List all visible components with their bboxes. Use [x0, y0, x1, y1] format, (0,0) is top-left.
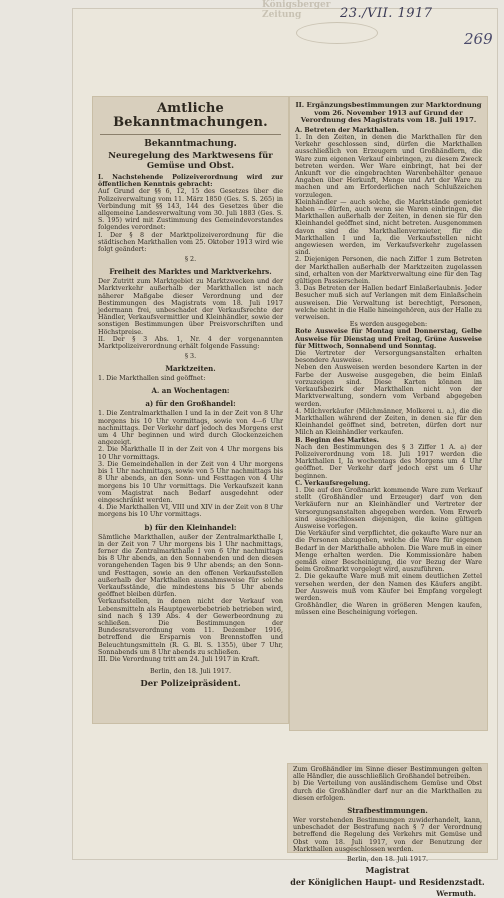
newspaper-watermark: Königsberger Zeitung — [262, 0, 331, 20]
paragraph: Die Verkäufer sind verpflichtet, die gekaufte Ware nur an die Personen abzugeben, welche die Ware für eigenen Bedarf in der Markthalle abholen. Die Ware muß in einer Menge erhalten werden. Die Kommissionäre haben gemäß einer Bescheinigung, die vor Bezug der Ware beim Großmarkt vorgelegt wird, auszuführen. — [295, 529, 482, 574]
continuation-strip — [287, 763, 488, 898]
subsection-heading: a) für den Großhandel: — [145, 399, 236, 409]
paragraph: Sämtliche Markthallen, außer der Zentralmarkthalle I, in der Zeit von 7 Uhr morgens bis 1 Uhr nachmittags, ferner die Zentralmarkthalle I von 6 Uhr nachmittags bis 8 Uhr abends, an den Sonnabenden und den diesen vorangehenden Tagen bis 9 Uhr abends; an den Sonn- und Festtagen, sowie an den offenen Verkaufsstellen außerhalb der Markthallen ausnahmsweise für solche Verkaufsstände, die mindestens bis 5 Uhr abends geöffnet bleiben dürfen. — [98, 532, 283, 599]
section-title: Amtliche Bekanntmachungen. — [113, 101, 268, 130]
intro-paragraph: I. Nachstehende Polizeiverordnung wird zur öffentlichen Kenntnis gebracht: — [98, 173, 283, 189]
right-column-clipping — [289, 96, 488, 731]
paragraph: I. Der § 8 der Marktpolizeiverordnung für die städtischen Markthallen vom 25. Oktober 1913 wird wie folgt geändert: — [98, 230, 283, 254]
subsection-heading: C. Verkaufsregelung. — [295, 478, 371, 487]
paragraph: Großhändler, die Waren in größeren Mengen kaufen, müssen eine Bescheinigung vorlegen. — [295, 601, 482, 617]
paragraph: 3. Das Betreten der Hallen bedarf Einlaßerlaubnis. Jeder Besucher muß sich auf Verlangen mit dem Einlaßschein ausweisen. Die Verwaltung ist berechtigt, Personen, welche nicht in die Halle hineingehören, aus der Halle zu verweisen. — [295, 284, 482, 322]
subsection-heading: A. an Wochentagen: — [151, 386, 230, 396]
paragraph: Neben den Ausweisen werden besondere Karten in der Farbe der Ausweise ausgegeben, die beim Einlaß vorzuzeigen sind. Diese Karten können im Verkaufsbezirk der Markthallen nicht von der Marktverwaltung, sondern vom Verband abgegeben werden. — [295, 363, 482, 408]
section-heading: Freiheit des Marktes und Marktverkehrs. — [109, 267, 272, 277]
handwritten-archive-number: 269 — [464, 30, 493, 48]
subsection-heading: b) für den Kleinhandel: — [144, 522, 237, 532]
authority: Der Polizeipräsident. — [140, 679, 241, 690]
paragraph: 2. Diejenigen Personen, die nach Ziffer 1 zum Betreten der Markthallen außerhalb der Marktzeiten zugelassen sind, erhalten von der Marktverwaltung eine für den Tag gültigen Passierschein. — [295, 255, 482, 286]
paragraph: Der Zutritt zum Marktgebiet zu Marktzwecken und der Marktverkehr außerhalb der Markthallen ist nach näherer Maßgabe dieser Verordnung und der Bestimmungen des Magistrats vom 18. Juli 1917 jedermann frei, unbeschadet der Verkaufsrechte der Händler, Verkaufsvermittler und Kleinhändler, sowie der sonstigen Bestimmungen über Preisvorschriften und Höchstpreise. — [98, 277, 283, 336]
authority-line: der Königlichen Haupt- und Residenzstadt. — [290, 877, 485, 888]
paragraph: 1. Die auf den Großmarkt kommende Ware zum Verkauf stellt (Großhändler und Erzeuger) darf von den Verkäufern nur an Kleinhändler und Vertreter der Versorgungsanstalten abgegeben werden. Vom Erwerb sind ausgeschlossen diejenigen, die keine gültigen Ausweise vorlegen. — [295, 485, 482, 530]
archive-stamp — [296, 22, 378, 44]
paragraph: b) Die Verteilung von ausländischem Gemüse und Obst durch die Großhändler darf nur an die Markthallen zu diesen erfolgen. — [293, 779, 482, 802]
subsection-heading: A. Betreten der Markthallen. — [295, 125, 399, 134]
paragraph: Verkaufsstellen, in denen nicht der Verkauf von Lebensmitteln als Hauptgewerbebetrieb betrieben wird, sind nach § 139 Abs. 4 der Gewerbeordnung zu schließen. Die Bestimmungen der Bundesratsverordnung vom 11. Dezember 1916, betreffend die Ersparnis von Brennstoffen und Beleuchtungsmitteln (R. G. Bl. S. 1355), über 7 Uhr, Sonnabends um 8 Uhr abends zu schließen. — [98, 597, 283, 656]
paragraph: Kleinhändler — auch solche, die Marktstände gemietet haben — dürfen, auch wenn sie Waren einbringen, die Markthallen außerhalb der Zeiten, in denen sie für den Kleinhandel geöffnet sind, nicht betreten. Ausgenommen davon sind die Markthallenvermieter, für die Markthallen I und Ia, die Verkaufsstellen nicht angewiesen werden, im Verkaufsverkehr zugelassen sind. — [295, 197, 482, 257]
paragraph: II. Der § 3 Abs. 1, Nr. 4 der vorgenannten Marktpolizeiverordnung erhält folgende Fassung: — [98, 334, 283, 351]
section-heading: Marktzeiten. — [165, 364, 216, 374]
paragraph: 1. In den Zeiten, in denen die Markthallen für den Verkehr geschlossen sind, dürfen die Markthallen ausschließlich von Erzeugern und Großhändlern, die Ware zum eigenen Verkauf einbringen, zu diesem Zweck betreten werden. Wer Ware einbringt, hat bei der Ankunft vor die eingebrachten Warenbehälter genaue Angaben über Herkunft, Menge und Art der Ware zu machen und am Erforderlichen nach Schlußzeichen vorzulegen. — [295, 132, 482, 199]
paragraph: Zum Großhändler im Sinne dieser Bestimmungen gelten alle Händler, die ausschließlich Großhandel betreiben. — [293, 765, 482, 781]
signoff: Berlin, den 18. Juli 1917. — [149, 667, 232, 676]
section-number: § 3. — [184, 352, 197, 361]
penalties-heading: Strafbestimmungen. — [347, 806, 428, 816]
signoff: Berlin, den 18. Juli 1917. — [346, 855, 429, 864]
paragraph: Die Vertreter der Versorgungsanstalten erhalten besondere Ausweise. — [295, 349, 482, 365]
authority-line: Magistrat — [365, 865, 410, 876]
paragraph: 3. Die Gemeindehallen in der Zeit von 4 Uhr morgens bis 1 Uhr nachmittags, sowie von 5 Uhr nachmittags bis 8 Uhr abends, an den Sonn- und Festtagen von 4 Uhr morgens bis 10 Uhr vormittags. Die Verkaufszeit kann vom Magistrat nach Bedarf ausgedehnt oder eingeschränkt werden. — [98, 459, 283, 504]
signatory: Wermuth. — [436, 889, 476, 898]
left-column-clipping — [92, 96, 289, 724]
divider — [100, 134, 281, 135]
paragraph: 4. Die Markthallen VI, VIII und XIV in der Zeit von 8 Uhr morgens bis 10 Uhr vormittags. — [98, 503, 283, 519]
supplement-title: II. Ergänzungsbestimmungen zur Marktordnung vom 26. November 1913 auf Grund der Verordnung des Magistrats vom 18. Juli 1917. — [295, 101, 482, 125]
paragraph: 1. Die Zentralmarkthallen I und Ia in der Zeit von 8 Uhr morgens bis 10 Uhr vormittags, sowie von 4—6 Uhr nachmittags. Der Verkehr darf jedoch des Morgens erst um 4 Uhr beginnen und wird durch Glockenzeichen angezeigt. — [98, 409, 283, 447]
paragraph: III. Die Verordnung tritt am 24. Juli 1917 in Kraft. — [98, 654, 260, 663]
paragraph: Rote Ausweise für Montag und Donnerstag, Gelbe Ausweise für Dienstag und Freitag, Grüne Ausweise für Mittwoch, Sonnabend und Sonntag. — [295, 327, 482, 350]
paragraph: 4. Milchverkäufer (Milchmänner, Molkerei u. a.), die die Markthallen während der Zeiten, in denen sie für den Kleinhandel geöffnet sind, betreten, dürfen dort nur Milch an Kleinhändler verkaufen. — [295, 406, 482, 437]
paragraph: 1. Die Markthallen sind geöffnet: — [98, 374, 206, 383]
paragraph: Wer vorstehenden Bestimmungen zuwiderhandelt, kann, unbeschadet der Bestrafung nach § 7 der Verordnung betreffend die Regelung des Verkehrs mit Gemüse und Obst vom 18. Juli 1917, von der Benutzung der Markthallen ausgeschlossen werden. — [293, 816, 482, 853]
paragraph: Es werden ausgegeben: — [349, 320, 428, 329]
announcement-heading: Bekanntmachung. — [144, 139, 237, 149]
handwritten-date: 23./VII. 1917 — [340, 6, 433, 21]
section-number: § 2. — [184, 255, 197, 264]
paragraph: Nach den Bestimmungen des § 3 Ziffer 1 A. a) der Polizeiverordnung vom 18. Juli 1917 werden die Markthallen I, Ia wochentags des Morgens um 4 Uhr geöffnet. Der Verkehr darf jedoch erst um 6 Uhr beginnen. — [295, 442, 482, 480]
paragraph: Auf Grund der §§ 6, 12, 15 des Gesetzes über die Polizeiverwaltung vom 11. März 1850 (Ges. S. S. 265) in Verbindung mit §§ 143, 144 des Gesetzes über die allgemeine Landesverwaltung vom 30. Juli 1883 (Ges. S. S. 195) wird mit Zustimmung des Gemeindevorstandes folgendes verordnet: — [98, 187, 283, 232]
paragraph: 2. Die gekaufte Ware muß mit einem deutlichen Zettel versehen werden, der den Namen des Käufers angibt. Der Ausweis muß vom Käufer bei Empfang vorgelegt werden. — [295, 572, 482, 602]
subsection-heading: B. Beginn des Marktes. — [295, 435, 379, 444]
ordinance-heading: Neuregelung des Marktwesens für Gemüse und Obst. — [108, 151, 273, 171]
paragraph: 2. Die Markthalle II in der Zeit von 4 Uhr morgens bis 10 Uhr vormittags. — [98, 445, 283, 461]
